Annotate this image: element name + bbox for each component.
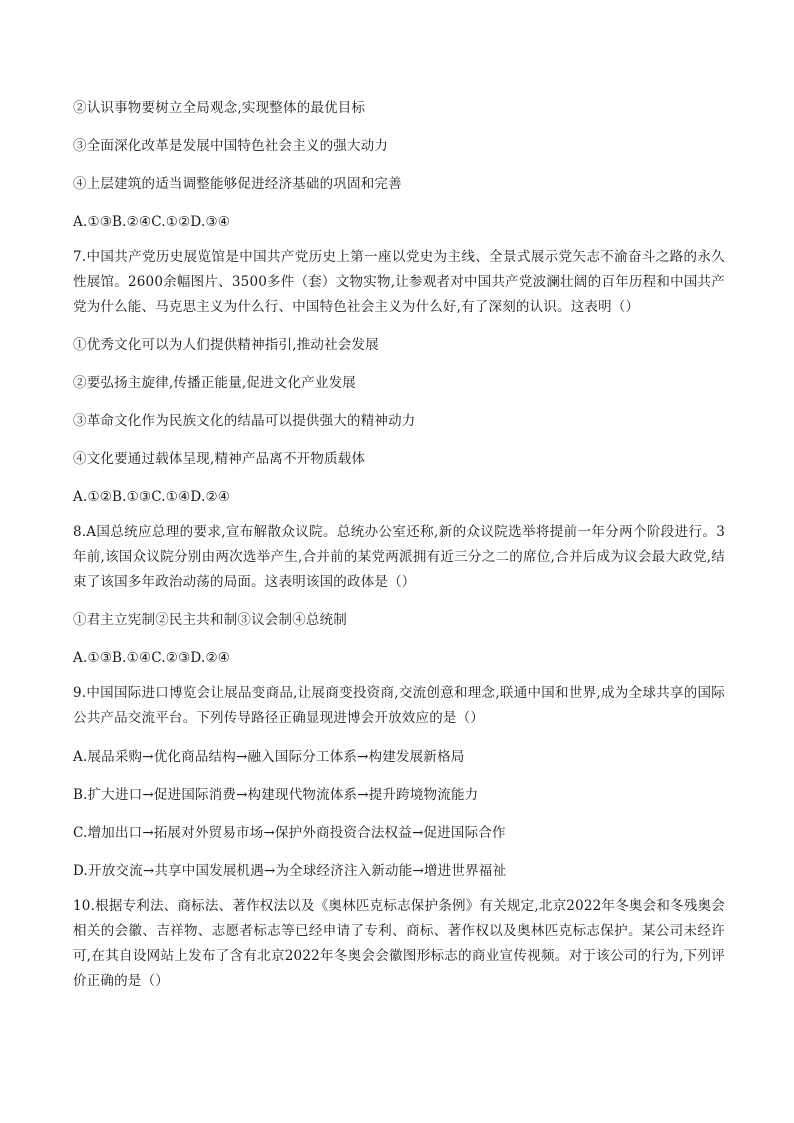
q6-option-2: ②认识事物要树立全局观念,实现整体的最优目标 <box>73 100 366 116</box>
q9-option-c: C.增加出口→拓展对外贸易市场→保护外商投资合法权益→促进国际合作 <box>73 825 506 841</box>
q7-option-3: ③革命文化作为民族文化的结晶可以提供强大的精神动力 <box>73 413 416 429</box>
q9-option-d: D.开放交流→共享中国发展机遇→为全球经济注入新动能→增进世界福祉 <box>73 863 507 879</box>
q6-answer-choices: A.①③B.②④C.①②D.③④ <box>73 214 231 230</box>
question-10-stem: 10.根据专利法、商标法、著作权法以及《奥林匹克标志保护条例》有关规定,北京2022年冬奥会和冬残奥会相关的会徽、吉祥物、志愿者标志等已经申请了专利、商标、著作权以及奥林匹克标志保护。某公司未经许可,在其自设网站上发布了含有北京2022年冬奥会会徽图形标志的商业宣传视频。对于该公司的行为,下列评价正确的是（） <box>73 898 725 989</box>
question-9-stem: 9.中国国际进口博览会让展品变商品,让展商变投资商,交流创意和理念,联通中国和世界,成为全球共享的国际公共产品交流平台。下列传导路径正确显现进博会开放效应的是（） <box>73 685 725 726</box>
q7-answer-choices: A.①②B.①③C.①④D.②④ <box>73 489 231 505</box>
q6-option-3: ③全面深化改革是发展中国特色社会主义的强大动力 <box>73 138 389 154</box>
question-7-stem: 7.中国共产党历史展览馆是中国共产党历史上第一座以党史为主线、全景式展示党矢志不渝奋斗之路的永久性展馆。2600余幅图片、3500多件（套）文物实物,让参观者对中国共产党波澜壮阔的百年历程和中国共产党为什么能、马克思主义为什么行、中国特色社会主义为什么好,有了深刻的认识。这表明（） <box>73 249 725 315</box>
question-8-stem: 8.A国总统应总理的要求,宣布解散众议院。总统办公室还称,新的众议院选举将提前一年分两个阶段进行。3年前,该国众议院分别由两次选举产生,合并前的某党两派拥有近三分之二的席位,合并后成为议会最大政党,结束了该国多年政治动荡的局面。这表明该国的政体是（） <box>73 524 725 590</box>
q6-option-4: ④上层建筑的适当调整能够促进经济基础的巩固和完善 <box>73 176 402 192</box>
q7-option-2: ②要弘扬主旋律,传播正能量,促进文化产业发展 <box>73 375 356 391</box>
q7-option-1: ①优秀文化可以为人们提供精神指引,推动社会发展 <box>73 337 379 353</box>
q7-option-4: ④文化要通过载体呈现,精神产品离不开物质载体 <box>73 451 366 467</box>
q8-answer-choices: A.①③B.①④C.②③D.②④ <box>73 650 231 666</box>
q9-option-b: B.扩大进口→促进国际消费→构建现代物流体系→提升跨境物流能力 <box>73 787 479 803</box>
q8-options: ①君主立宪制②民主共和制③议会制④总统制 <box>73 612 347 628</box>
q9-option-a: A.展品采购→优化商品结构→融入国际分工体系→构建发展新格局 <box>73 749 465 765</box>
